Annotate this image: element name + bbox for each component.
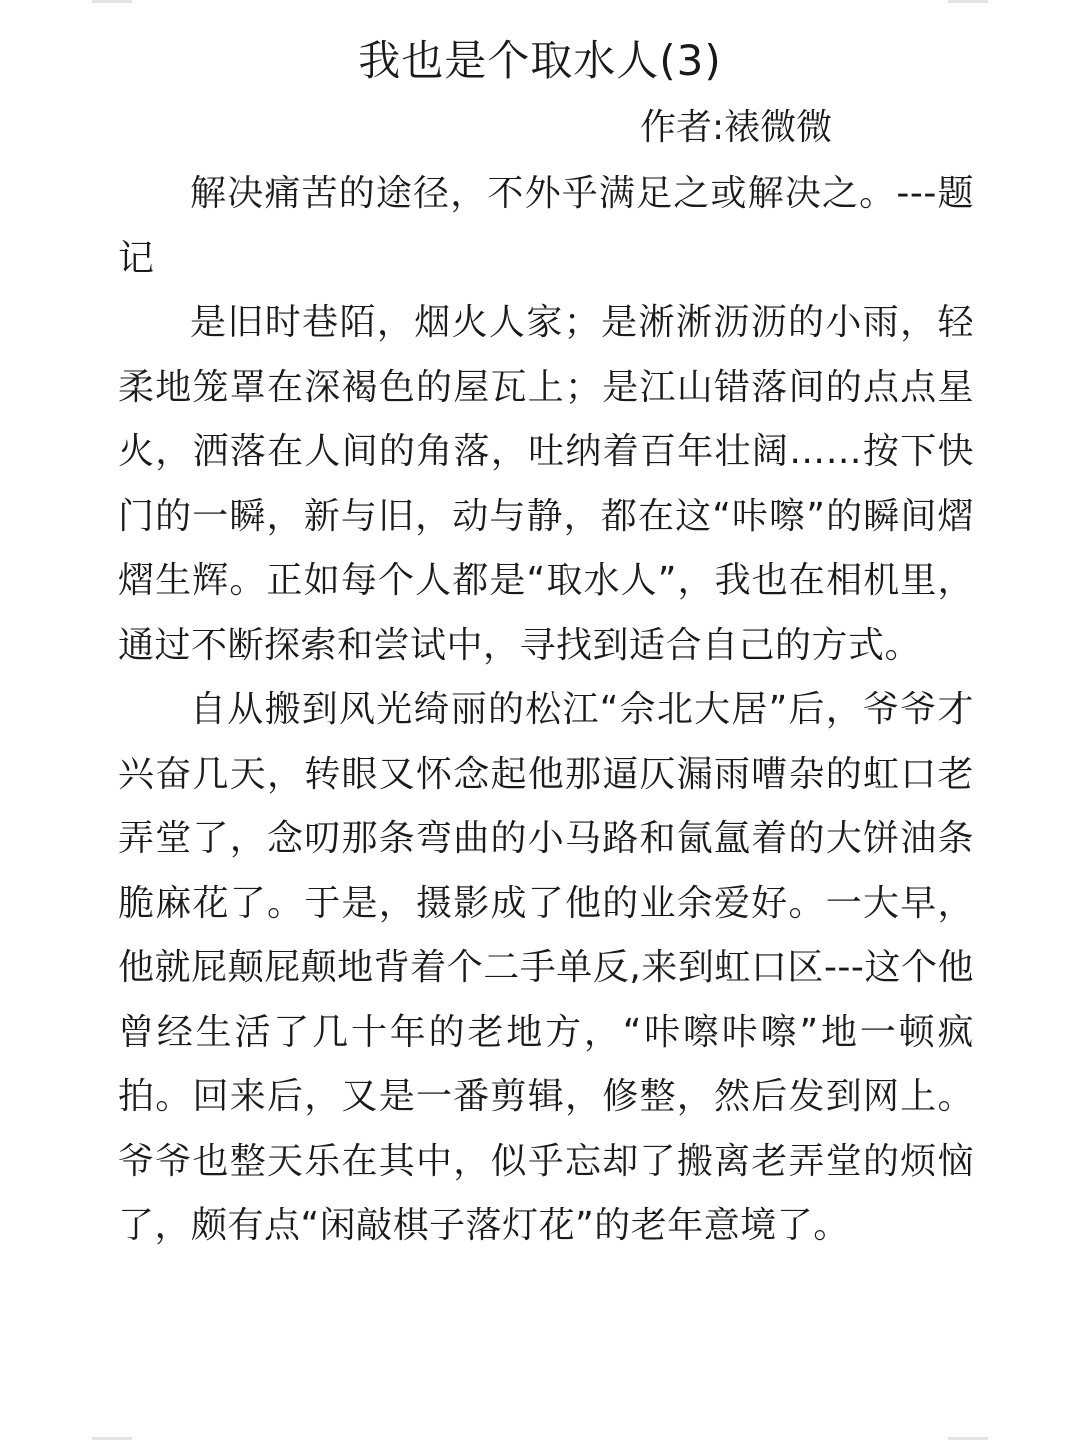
epigraph-paragraph: 解决痛苦的途径，不外乎满足之或解决之。---题记 xyxy=(118,173,974,279)
top-edge-mark-right xyxy=(948,0,988,3)
article-body xyxy=(118,162,974,1259)
article-author: 作者:裱微微 xyxy=(640,107,833,148)
body-paragraph-2: 自从搬到风光绮丽的松江“佘北大居”后，爷爷才兴奋几天，转眼又怀念起他那逼仄漏雨嘈杂的虹口老弄堂了，念叨那条弯曲的小马路和氤氲着的大饼油条脆麻花了。于是，摄影成了他的业余爱好。一大早，他就屁颠屁颠地背着个二手单反,来到虹口区---这个他曾经生活了几十年的老地方，“咔嚓咔嚓”地一顿疯拍。回来后，又是一番剪辑，修整，然后发到网上。爷爷也整天乐在其中，似乎忘却了搬离老弄堂的烦恼了，颇有点“闲敲棋子落灯花”的老年意境了。 xyxy=(118,689,974,1246)
body-paragraph-1: 是旧时巷陌，烟火人家；是淅淅沥沥的小雨，轻柔地笼罩在深褐色的屋瓦上；是江山错落间的点点星火，洒落在人间的角落，吐纳着百年壮阔……按下快门的一瞬，新与旧，动与静，都在这“咔嚓”的瞬间熠熠生辉。正如每个人都是“取水人”，我也在相机里，通过不断探索和尝试中，寻找到适合自己的方式。 xyxy=(118,302,974,666)
top-edge-mark-left xyxy=(92,0,132,3)
article-title: 我也是个取水人(3) xyxy=(358,36,722,85)
